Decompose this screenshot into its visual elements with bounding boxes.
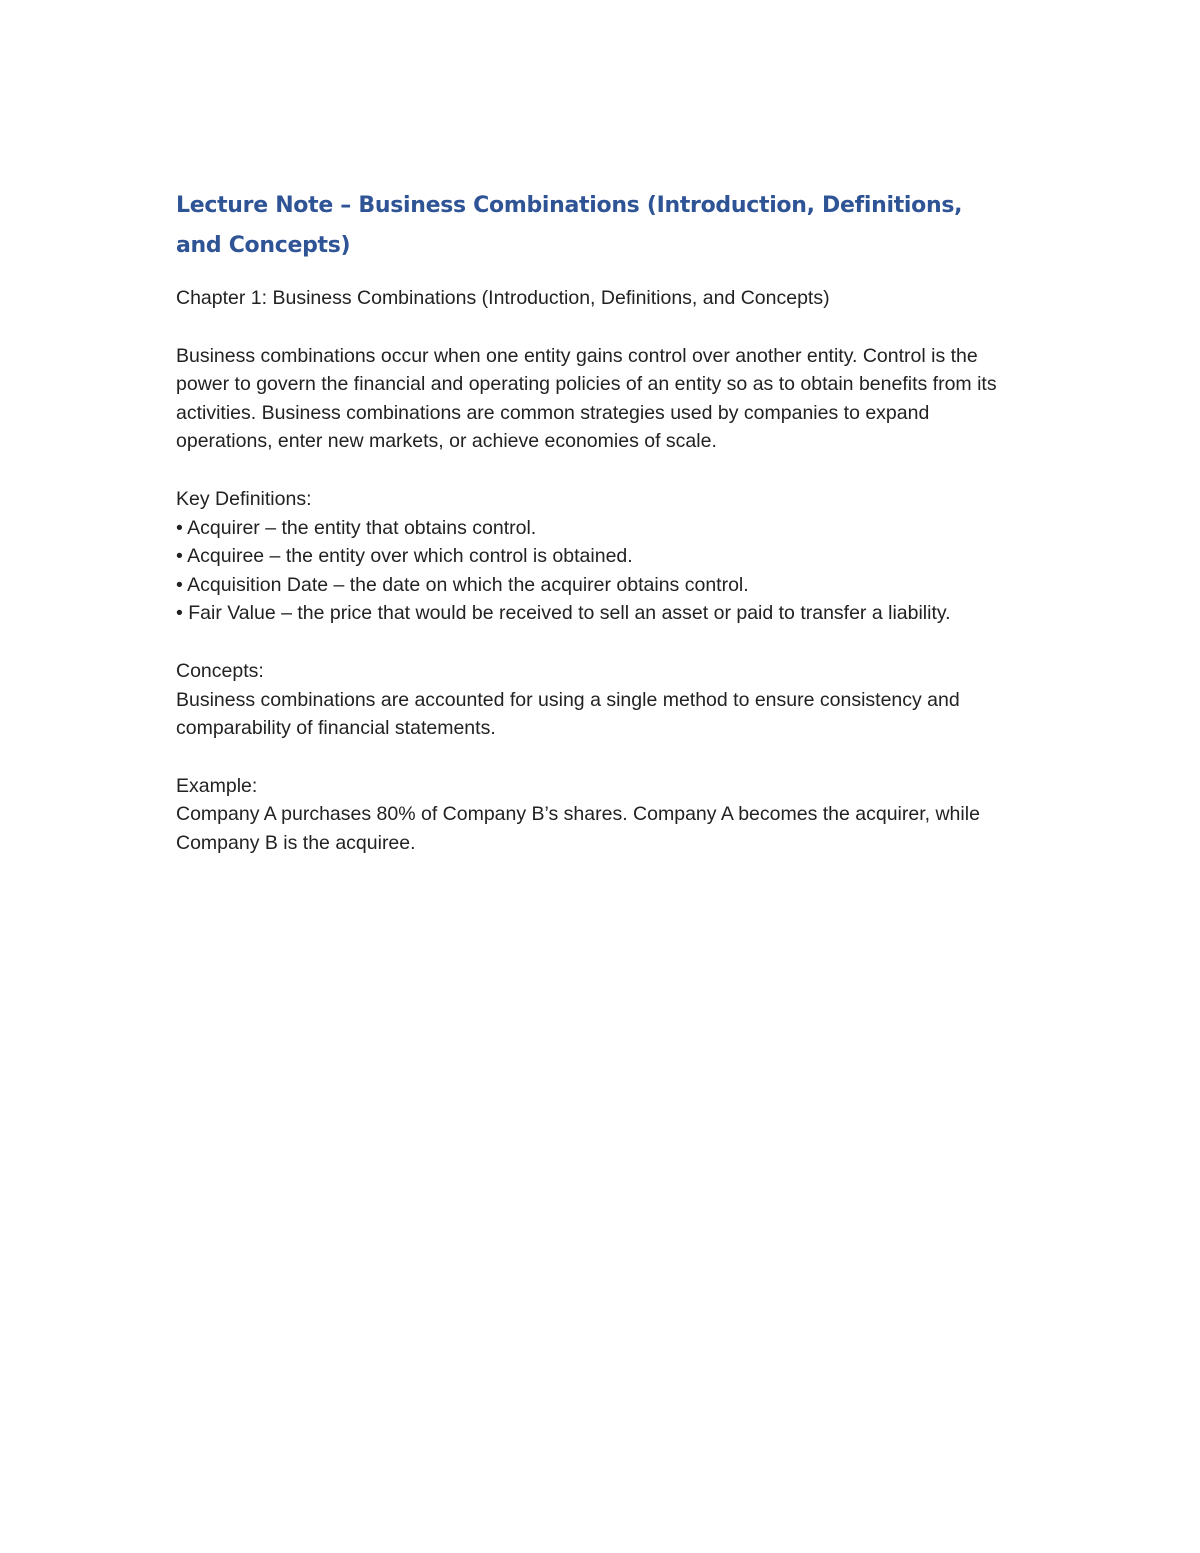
- concepts-label: Concepts:: [176, 659, 264, 682]
- document-title: Lecture Note – Business Combinations (Introduction, Definitions, and Concepts): [176, 193, 963, 258]
- definition-item: [176, 514, 1026, 543]
- definition-item: [176, 599, 1026, 628]
- bullet-icon: •: [176, 602, 183, 625]
- concepts-text: Business combinations are accounted for using a single method to ensure consistency and comparability of financial statements.: [176, 688, 960, 740]
- document-body: [176, 186, 1026, 858]
- intro-paragraph: Business combinations occur when one entity gains control over another entity. Control is the power to govern the financial and operating policies of an entity so as to obtain benefits from its activities. Business combinations are common strategies used by companies to expand operations, enter new markets, or achieve economies of scale.: [176, 344, 997, 453]
- definition-text: Acquiree – the entity over which control is obtained.: [187, 545, 633, 568]
- bullet-icon: •: [176, 573, 183, 596]
- chapter-heading: Chapter 1: Business Combinations (Introduction, Definitions, and Concepts): [176, 287, 830, 309]
- definitions-list: [176, 514, 1026, 628]
- definition-text: Acquisition Date – the date on which the acquirer obtains control.: [187, 573, 749, 596]
- bullet-icon: •: [176, 545, 183, 568]
- key-definitions-label: Key Definitions:: [176, 487, 312, 510]
- example-label: Example:: [176, 774, 258, 797]
- definition-text: Acquirer – the entity that obtains control.: [187, 516, 537, 539]
- key-definitions-section: [176, 485, 1026, 628]
- definition-item: [176, 571, 1026, 600]
- example-text: Company A purchases 80% of Company B’s shares. Company A becomes the acquirer, while Company B is the acquiree.: [176, 803, 980, 854]
- definition-item: [176, 542, 1026, 571]
- concepts-section: [176, 657, 1026, 743]
- bullet-icon: •: [176, 516, 183, 539]
- example-section: [176, 772, 1026, 858]
- definition-text: Fair Value – the price that would be received to sell an asset or paid to transfer a liability.: [188, 602, 951, 625]
